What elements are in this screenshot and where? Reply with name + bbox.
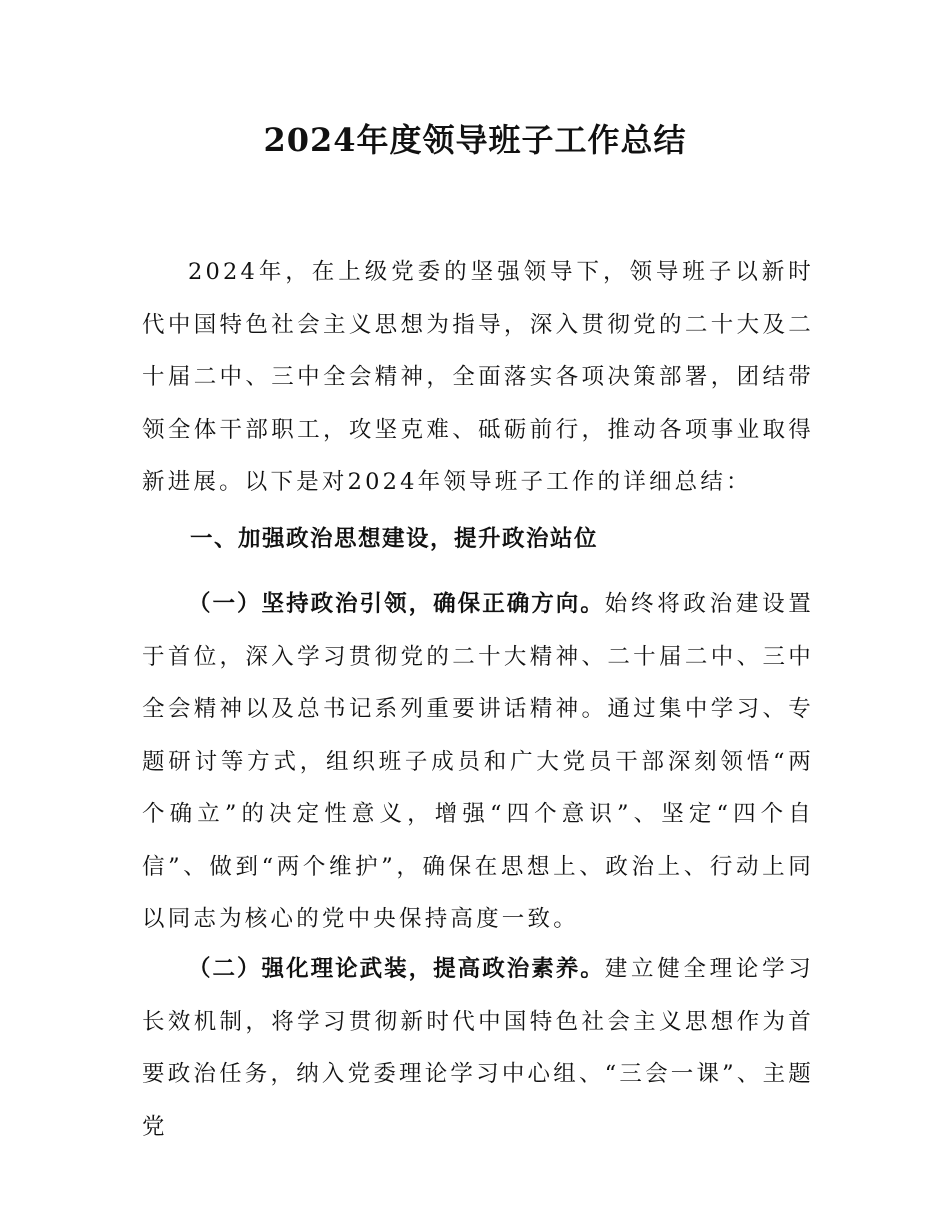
paragraph-text: 建立健全理论学习长效机制，将学习贯彻新时代中国特色社会主义思想作为首要政治任务，纳入党委理论学习中心组、“三会一课”、主题党 — [142, 956, 814, 1140]
section-paragraph-2 — [142, 943, 814, 1153]
document-title: 2024年度领导班子工作总结 — [263, 121, 687, 159]
section-paragraph-1 — [142, 578, 814, 946]
intro-paragraph: 2024年，在上级党委的坚强领导下，领导班子以新时代中国特色社会主义思想为指导，深入贯彻党的二十大及二十届二中、三中全会精神，全面落实各项决策部署，团结带领全体干部职工，攻坚克难、砥砺前行，推动各项事业取得新进展。以下是对2024年领导班子工作的详细总结： — [142, 259, 814, 495]
section-heading: 一、加强政治思想建设，提升政治站位 — [190, 526, 599, 552]
paragraph-text: 始终将政治建设置于首位，深入学习贯彻党的二十大精神、二十届二中、三中全会精神以及总书记系列重要讲话精神。通过集中学习、专题研讨等方式，组织班子成员和广大党员干部深刻领悟“两个确立”的决定性意义，增强“四个意识”、坚定“四个自信”、做到“两个维护”，确保在思想上、政治上、行动上同以同志为核心的党中央保持高度一致。 — [142, 591, 814, 932]
paragraph-lead: （一）坚持政治引领，确保正确方向。 — [188, 591, 605, 617]
paragraph-lead: （二）强化理论武装，提高政治素养。 — [188, 956, 605, 982]
